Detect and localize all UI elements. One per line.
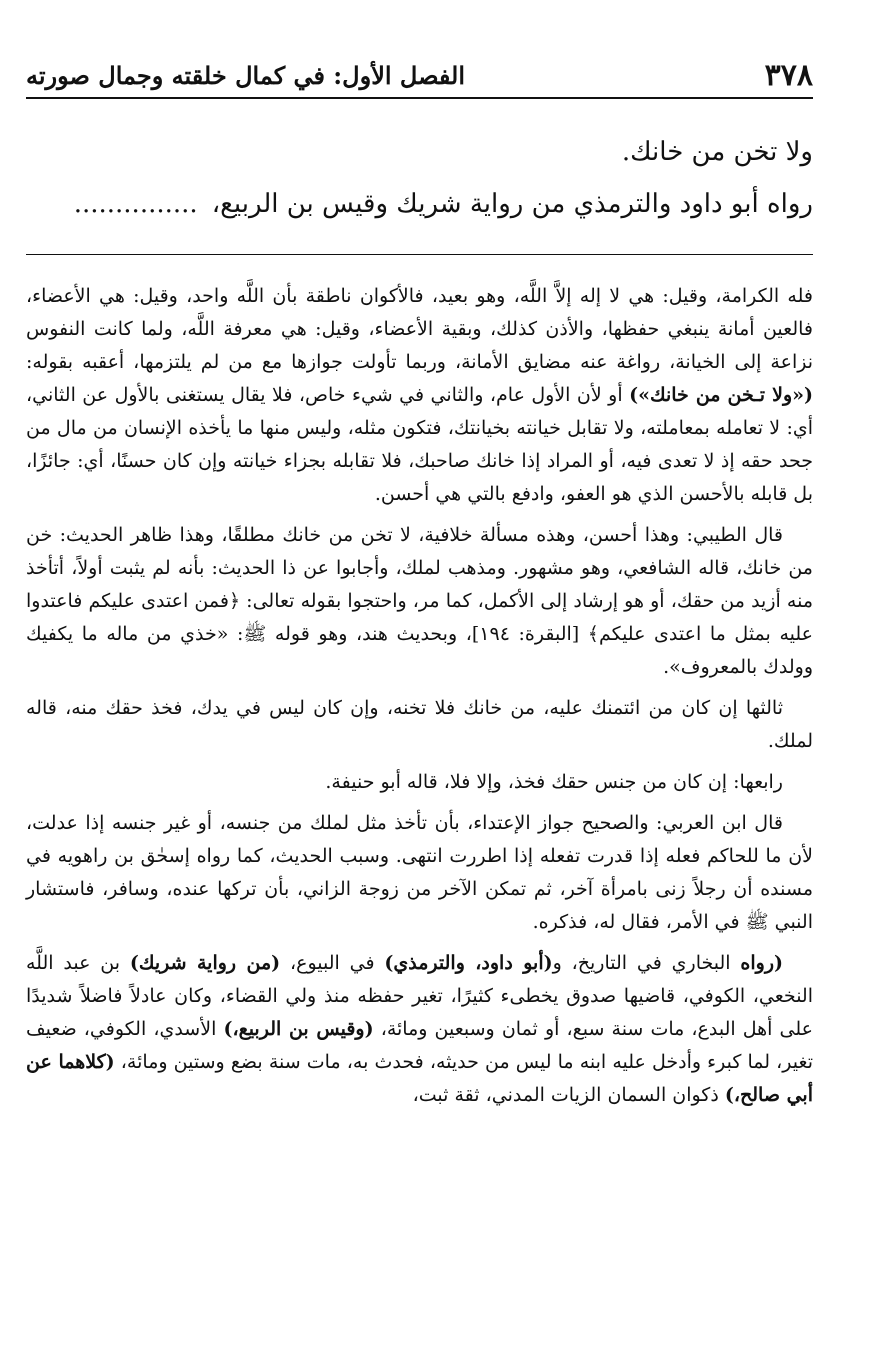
p6-text: البخاري في التاريخ، و [552,952,731,974]
quoted-hadith: («ولا تـخن من خانك») [629,384,813,406]
matn-divider [26,254,813,255]
p6-text: بن عبد اللَّه النخعي، الكوفي، قاضيها صدوق يخطىء كثيرًا، تغير حفظه منذ ولي القضاء، وكان عادلاً فاضلاً شديدًا على أهل البدع، مات سنة سبع، أو ثمان وسبعين ومائة، [26,952,813,1040]
commentary-paragraph [26,280,813,511]
p6-text: في البيوع، [289,952,375,974]
header-divider [26,97,813,99]
bold-phrase: (كلاهما عن أبي صالح،) [26,1051,813,1106]
bold-phrase: (من رواية شريك) [129,952,281,974]
bold-phrase: (رواه [740,952,783,974]
hadith-line-2 [26,178,813,230]
hadith-line-2-text: رواه أبو داود والترمذي من رواية شريك وقيس بن الربيع، [211,189,813,219]
hadith-line-1: ولا تخن من خانك. [621,137,813,167]
bold-phrase: (أبو داود، والترمذي) [384,952,553,974]
commentary-paragraph: قال الطيبي: وهذا أحسن، وهذه مسألة خلافية، لا تخن من خانك مطلقًا، وهذا ظاهر الحديث: خن من خانك، قاله الشافعي، وهو مشهور. ومذهب لملك، وأجابوا عن ذا الحديث: بأنه لم يثبت أولاً، أتأخذ منه أزيد من حقك، أو هو إرشاد إلى الأكمل، كما مر، واحتجوا بقوله تعالى: ﴿فمن اعتدى عليكم فاعتدوا عليه بمثل ما اعتدى عليكم﴾ [البقرة: ١٩٤]، وبحديث هند، وهو قوله ﷺ: «خذي من ماله ما يكفيك وولدك بالمعروف». [26,524,813,678]
page-header [26,52,813,96]
running-title: الفصل الأول: في كمال خلقته وجمال صورته [26,61,466,90]
commentary [26,280,813,1120]
p6-text: الأسدي، الكوفي، ضعيف تغير، لما كبرء وأدخل عليه ابنه ما ليس من حديثه، فحدث به، مات سنة بضع وستين ومائة، [26,1018,813,1073]
continuation-dots: ............... [73,189,198,219]
hadith-text [26,126,813,230]
commentary-paragraph: ثالثها إن كان من ائتمنك عليه، من خانك فلا تخنه، وإن كان ليس في يدك، فخذ حقك منه، قاله لملك. [26,697,813,752]
commentary-paragraph [26,947,813,1112]
bold-phrase: (وقيس بن الربيع،) [223,1018,374,1040]
p1-text: فله الكرامة، وقيل: هي لا إله إلاَّ اللَّه، وهو بعيد، فالأكوان ناطقة بأن اللَّه واحد، وقيل: هي الأعضاء، فالعين أمانة ينبغي حفظها، والأذن كذلك، وبقية الأعضاء، وقيل: هي معرفة اللَّه، ولما كانت النفوس نزاعة إلى الخيانة، رواغة عنه مضايق الأمانة، وربما تأولت جوازها مع من لم يلتزمها، أعقبه بقوله: [26,285,813,373]
p6-text: ذكوان السمان الزيات المدني، ثقة ثبت، [412,1084,719,1106]
commentary-paragraph: قال ابن العربي: والصحيح جواز الإعتداء، بأن تأخذ مثل لملك من جنسه، أو غير جنسه إذا عدلت، لأن ما للحاكم فعله إذا قدرت تفعله إذا اطررت انتهى. وسبب الحديث، كما رواه إسحٰق بن راهويه في مسنده أن رجلاً زنى بامرأة آخر، ثم تمكن الآخر من زوجة الزاني، بأن تركها عنده، وسافر، فاستشار النبي ﷺ في الأمر، فقال له، فذكره. [26,812,813,933]
commentary-paragraph: رابعها: إن كان من جنس حقك فخذ، وإلا فلا، قاله أبو حنيفة. [325,771,783,793]
p1-rest: أو لأن الأول عام، والثاني في شيء خاص، فلا يقال يستغنى بالأول عن الثاني، أي: لا تعامله بمعاملته، ولا تقابل خيانته بخيانتك، فتكون مثله، وليس منها ما يأخذه الإنسان من مال من جحد حقه إذ لا تعدى فيه، أو المراد إذا خانك صاحبك، فلا تقابله بجزاء خيانته وإن كان حسنًا، أي: جائزًا، بل قابله بالأحسن الذي هو العفو، وادفع بالتي هي أحسن. [26,384,813,505]
page-number: ٣٧٨ [764,58,813,93]
